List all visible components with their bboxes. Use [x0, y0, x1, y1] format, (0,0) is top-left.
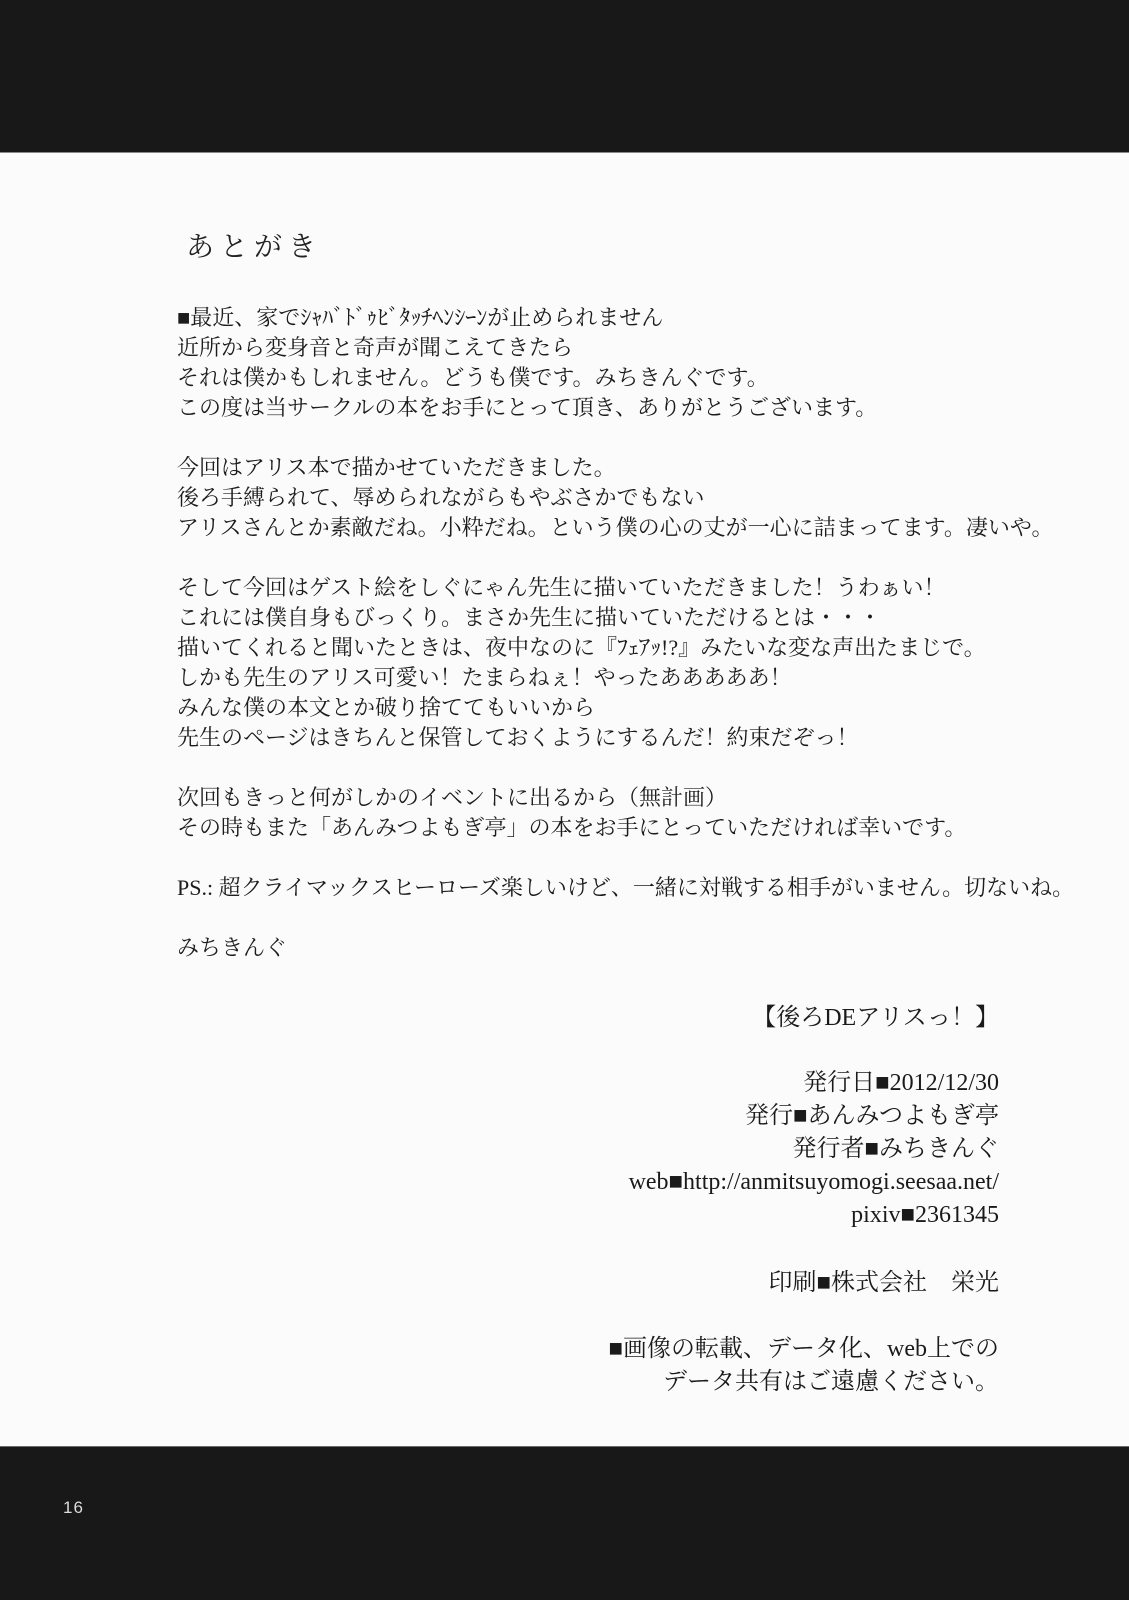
publisher-person-line: 発行者■みちきんぐ [792, 1136, 999, 1162]
afterword-line: そして今回はゲスト絵をしぐにゃん先生に描いていただきました！うわぁい！ [177, 575, 946, 600]
page-title: あとがき [186, 232, 323, 263]
paragraph-next-event [177, 783, 1074, 843]
afterword-line: 近所から変身音と奇声が聞こえてきたら [177, 335, 574, 360]
pixiv-id-line: pixiv■2361345 [851, 1202, 999, 1228]
colophon [609, 1002, 999, 1399]
publication-date-line: 発行日■2012/12/30 [803, 1070, 999, 1096]
copyright-notice-line: ■画像の転載、データ化、web上での [608, 1336, 999, 1362]
page-number: 16 [63, 1498, 84, 1517]
afterword-line: その時もまた「あんみつよもぎ亭」の本をお手にとっていただければ幸いです。 [177, 815, 967, 840]
afterword-line: しかも先生のアリス可愛い！たまらねぇ！やったあああああ！ [177, 665, 792, 690]
afterword-line: 次回もきっと何がしかのイベントに出るから（無計画） [177, 785, 728, 810]
publisher-circle-line: 発行■あんみつよもぎ亭 [744, 1103, 999, 1129]
afterword-line: アリスさんとか素敵だね。小粋だね。という僕の心の丈が一心に詰まってます。凄いや。 [177, 515, 1054, 540]
paragraph-intro [177, 303, 1074, 423]
copyright-notice [609, 1333, 999, 1399]
afterword-body [177, 303, 1074, 993]
afterword-line: みんな僕の本文とか破り捨ててもいいから [177, 695, 596, 720]
afterword-line: 後ろ手縛られて、辱められながらもやぶさかでもない [177, 485, 705, 510]
afterword-line: それは僕かもしれません。どうも僕です。みちきんぐです。 [177, 365, 769, 390]
book-title: 【後ろDEアリスっ！】 [752, 1005, 999, 1031]
publication-info [609, 1067, 999, 1232]
afterword-line: この度は当サークルの本をお手にとって頂き、ありがとうございます。 [177, 395, 878, 420]
copyright-notice-line: データ共有はご遠慮ください。 [663, 1369, 999, 1395]
afterword-line: 描いてくれると聞いたときは、夜中なのに『ﾌｪｱｯ!?』みたいな変な声出たまじで。 [177, 635, 986, 660]
author-name: みちきんぐ [177, 935, 288, 960]
paragraph-guest-art [177, 573, 1074, 753]
afterword-line: 先生のページはきちんと保管しておくようにするんだ！約束だぞっ！ [177, 725, 859, 750]
paragraph-about-book [177, 453, 1074, 543]
afterword-page [0, 152, 1129, 1447]
afterword-line: 今回はアリス本で描かせていただきました。 [177, 455, 616, 480]
ps-line: PS.: 超クライマックスヒーローズ楽しいけど、一緒に対戦する相手がいません。切ないね。 [177, 875, 1075, 900]
printer-line: 印刷■株式会社 栄光 [768, 1270, 999, 1296]
paragraph-ps [177, 873, 1074, 903]
afterword-line: ■最近、家でｼｬﾊﾞﾄﾞｩﾋﾞﾀｯﾁﾍﾝｼｰﾝが止められません [177, 305, 664, 330]
afterword-line: これには僕自身もびっくり。まさか先生に描いていただけるとは・・・ [177, 605, 882, 630]
website-line: web■http://anmitsuyomogi.seesaa.net/ [628, 1169, 999, 1195]
author-signature [177, 933, 1074, 963]
